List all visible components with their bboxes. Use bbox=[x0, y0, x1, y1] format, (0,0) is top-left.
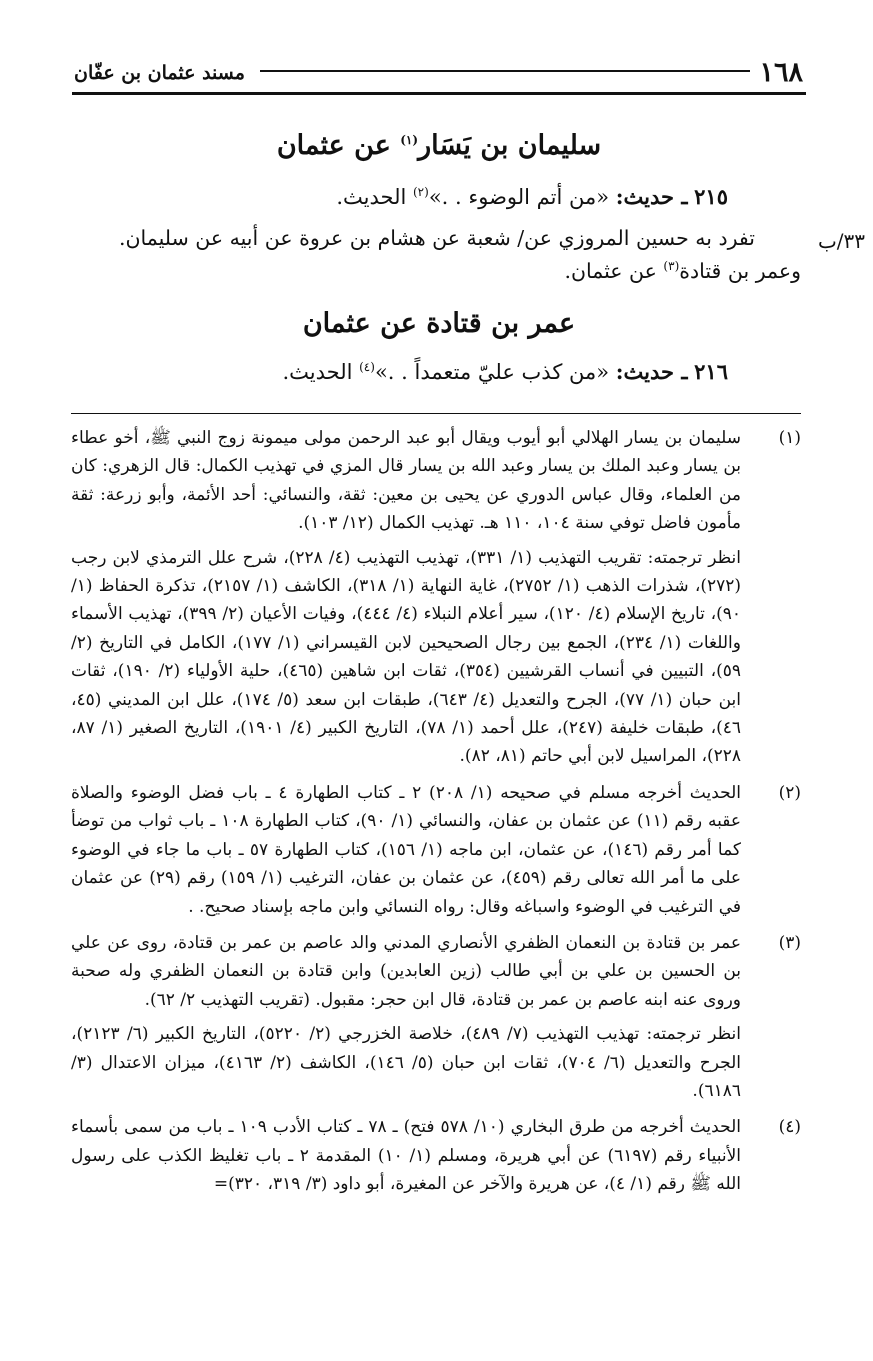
section-title-1 bbox=[72, 126, 806, 166]
commentary-paragraph bbox=[56, 222, 801, 288]
hadith-label: ـ حديث: bbox=[615, 359, 688, 384]
manuscript-folio-ref: ٣٣/ب bbox=[817, 229, 865, 253]
footnote-4 bbox=[71, 1113, 801, 1198]
footnote-paragraph: انظر ترجمته: تهذيب التهذيب (٧/ ٤٨٩)، خلاصة الخزرجي (٢/ ٥٢٢٠)، التاريخ الكبير (٦/ ٢١٢٣)، الجرح والتعديل (٦/ ٧٠٤)، ثقات ابن حبان (٥/ ١٤٦)، الكاشف (٢/ ٤١٦٣)، ميزان الاعتدال (٣/ ٦١٨٦). bbox=[71, 1024, 741, 1101]
footnote-paragraph: انظر ترجمته: تقريب التهذيب (١/ ٣٣١)، تهذيب التهذيب (٤/ ٢٢٨)، شرح علل الترمذي لابن رجب (٢٧٢)، شذرات الذهب (١/ ٢٧٥٢)، غاية النهاية (١/ ٣١٨)، الكاشف (١/ ٢١٥٧)، تذكرة الحفاظ (١/ ٩٠)، تاريخ الإسلام (٤/ ١٢٠)، سير أعلام النبلاء (٤/ ٤٤٤)، وفيات الأعيان (٢/ ٣٩٩)، تهذيب الأسماء واللغات (١/ ٢٣٤)، الجمع بين رجال الصحيحين لابن القيسراني (١/ ١٧٧)، الكامل في التاريخ (٢/ ٥٩)، التبيين في أنساب القرشيين (٣٥٤)، ثقات ابن شاهين (٤٦٥)، حلية الأولياء (٢/ ١٩٠)، ثقات ابن حبان (١/ ٧٧)، الجرح والتعديل (٤/ ٦٤٣)، طبقات ابن سعد (٥/ ١٧٤)، علل ابن المديني (٤٥، ٤٦)، طبقات خليفة (٢٤٧)، علل أحمد (١/ ٧٨)، التاريخ الكبير (٤/ ١٩٠١)، التاريخ الصغير (١/ ٨٧، ٢٢٨)، المراسيل لابن أبي حاتم (٨١، ٨٢). bbox=[71, 547, 742, 767]
footnote-paragraph: الحديث أخرجه مسلم في صحيحه (١/ ٢٠٨) ٢ ـ كتاب الطهارة ٤ ـ باب فضل الوضوء والصلاة عقبه رقم (١١) عن عثمان بن عفان، والنسائي (١/ ٩٠)، كتاب الطهارة ١٠٨ ـ باب ثواب من توضأ كما أمر رقم (١٤٦)، عن عثمان، ابن ماجه (١/ ١٥٦)، كتاب الطهارة ٥٧ ـ باب ما جاء في الوضوء على ما أمر الله تعالى رقم (٤٥٩)، عن عثمان بن عفان، الترغيب (١/ ١٥٩) رقم (٢٩) عن عثمان في الترغيب في الوضوء واسباغه وقال: رواه النسائي وابن ماجه بإسناد صحيح. . bbox=[71, 782, 742, 917]
hadith-text: «من أتم الوضوء . .» bbox=[428, 185, 610, 209]
commentary-line-2-prefix: وعمر بن قتادة bbox=[679, 259, 801, 283]
footnote-paragraph: عمر بن قتادة بن النعمان الظفري الأنصاري المدني والد عاصم بن عمر بن قتادة، روى عن علي بن الحسين بن علي بن أبي طالب (زين العابدين) وابن قتادة بن النعمان الظفري وله صحبة وروى عنه ابنه عاصم بن عمر بن قتادة، قال ابن حجر: مقبول. (تقريب التهذيب ٢/ ٦٢). bbox=[71, 932, 741, 1010]
section-title-1-suffix: عن عثمان bbox=[276, 130, 391, 161]
commentary-line-2-suffix: عن عثمان. bbox=[564, 259, 657, 283]
hadith-number: ٢١٥ bbox=[694, 184, 728, 209]
running-title: مسند عثمان بن عفّان bbox=[74, 62, 245, 84]
section-title-1-text: سليمان بن يَسَار bbox=[418, 130, 602, 161]
footnote-number: (٤) bbox=[778, 1117, 801, 1138]
footnote-number: (٣) bbox=[778, 932, 801, 953]
hadith-215 bbox=[336, 180, 728, 214]
footnote-paragraph: الحديث أخرجه من طرق البخاري (١٠/ ٥٧٨ فتح) ـ ٧٨ ـ كتاب الأدب ١٠٩ ـ باب من سمى بأسماء الأنبياء رقم (٦١٩٧) عن أبي هريرة، ومسلم (١/ ١٠) المقدمة ٢ ـ باب تغليظ الكذب على رسول الله ﷺ رقم (١/ ٤)، عن هريرة والآخر عن المغيرة، أبو داود (٣/ ٣١٩، ٣٢٠)= bbox=[71, 1117, 741, 1195]
page-number: ١٦٨ bbox=[759, 57, 803, 88]
commentary-line-1: تفرد به حسين المروزي عن/ شعبة عن هشام بن عروة عن أبيه عن سليمان. bbox=[118, 226, 755, 250]
hadith-label: ـ حديث: bbox=[615, 184, 688, 209]
hadith-text: «من كذب عليّ متعمداً . .» bbox=[374, 360, 610, 384]
footnote-number: (٢) bbox=[778, 782, 801, 803]
footnotes bbox=[71, 424, 801, 1207]
header-dash-line bbox=[260, 70, 750, 72]
footnote-marker-1: (١) bbox=[400, 133, 419, 147]
hadith-suffix: الحديث. bbox=[336, 185, 407, 209]
section-title-2: عمر بن قتادة عن عثمان bbox=[302, 308, 576, 339]
footnote-number: (١) bbox=[778, 428, 801, 448]
footnote-marker-2: (٢) bbox=[412, 185, 429, 199]
footnote-marker-4: (٤) bbox=[359, 360, 375, 374]
footnote-marker-3: (٣) bbox=[663, 259, 680, 274]
hadith-suffix: الحديث. bbox=[282, 360, 353, 384]
footnote-paragraph: سليمان بن يسار الهلالي أبو أيوب ويقال أبو عبد الرحمن مولى ميمونة زوج النبي ﷺ، أخو عطاء بن يسار وعبد الملك بن يسار وعبد الله بن يسار قال المزي في تهذيب الكمال: قال الزهري: كان من العلماء، وقال عباس الدوري عن يحيى بن معين: ثقة، والنسائي: أحد الأئمة، وأبو زرعة: ثقة مأمون فاضل توفي سنة ١٠٤، ١١٠ هـ. تهذيب الكمال (١٢/ ١٠٣). bbox=[71, 428, 741, 534]
footnote-3 bbox=[71, 929, 801, 1105]
hadith-216 bbox=[282, 355, 728, 389]
footnote-1 bbox=[71, 424, 801, 771]
hadith-number: ٢١٦ bbox=[694, 359, 728, 384]
footnote-separator bbox=[71, 413, 801, 414]
footnote-2 bbox=[71, 779, 801, 921]
commentary-line-2 bbox=[56, 255, 801, 288]
header-rule bbox=[72, 92, 806, 95]
